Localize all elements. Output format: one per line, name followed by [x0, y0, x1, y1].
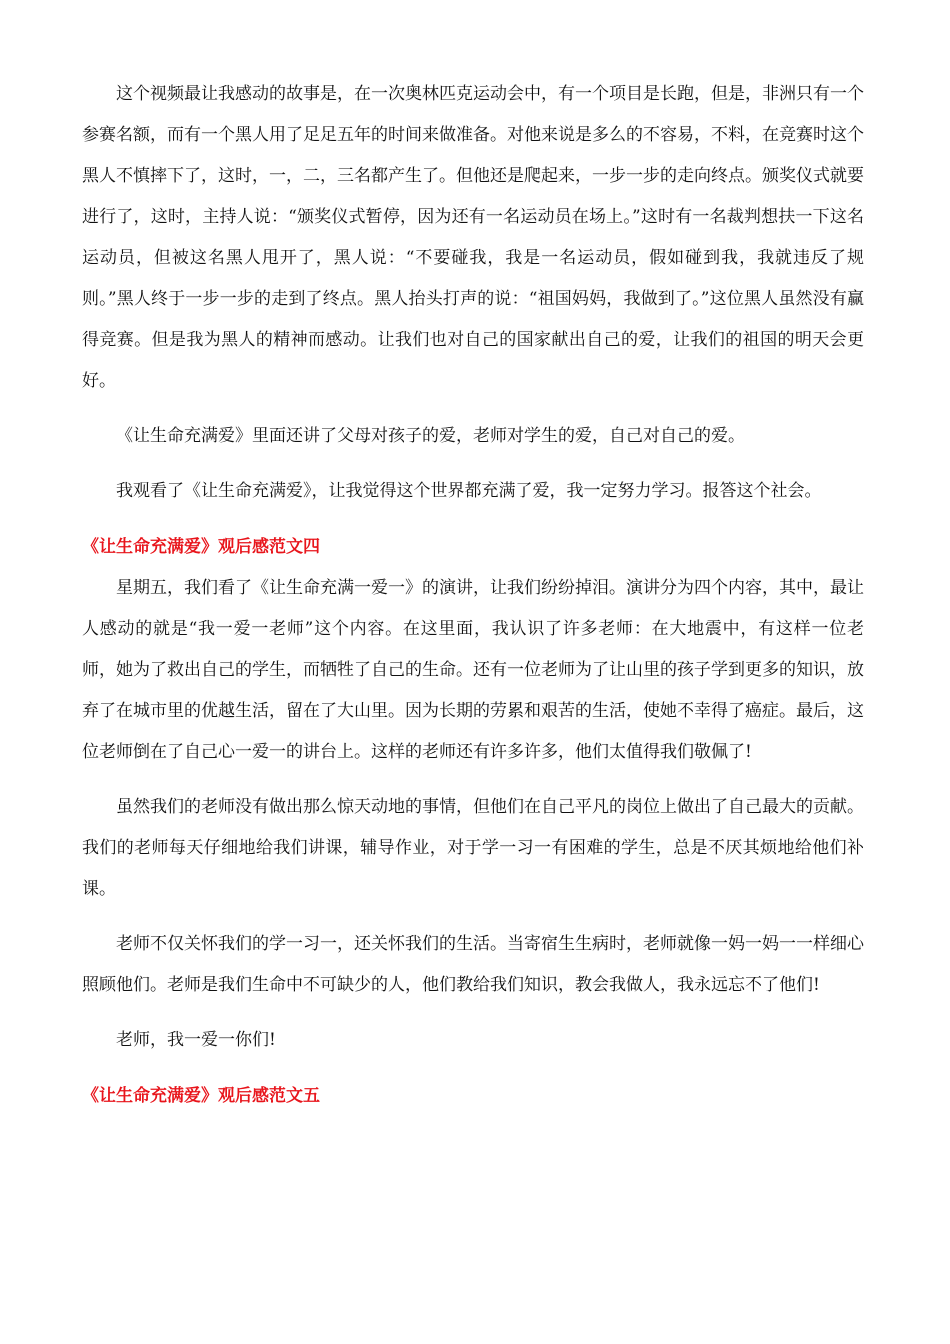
- section-heading-five: 《让生命充满爱》观后感范文五: [82, 1086, 320, 1106]
- document-body: [82, 74, 864, 1117]
- paragraph-conclusion: 我观看了《让生命充满爱》，让我觉得这个世界都充满了爱，我一定努力学习。报答这个社会。: [116, 481, 822, 501]
- section-heading-four: 《让生命充满爱》观后感范文四: [82, 537, 320, 557]
- paragraph-kinds-of-love: 《让生命充满爱》里面还讲了父母对孩子的爱，老师对学生的爱，自己对自己的爱。: [116, 426, 745, 446]
- paragraph-teacher-care: 老师不仅关怀我们的学一习一，还关怀我们的生活。当寄宿生生病时，老师就像一妈一妈一一样细心照顾他们。老师是我们生命中不可缺少的人，他们教给我们知识，教会我做人，我永远忘不了他们!: [82, 934, 864, 995]
- paragraph-teacher-stories: 星期五，我们看了《让生命充满一爱一》的演讲，让我们纷纷掉泪。演讲分为四个内容，其中，最让人感动的就是“我一爱一老师”这个内容。在这里面，我认识了许多老师：在大地震中，有这样一位老师，她为了救出自己的学生，而牺牲了自己的生命。还有一位老师为了让山里的孩子学到更多的知识，放弃了在城市里的优越生活，留在了大山里。因为长期的劳累和艰苦的生活，使她不幸得了癌症。最后，这位老师倒在了自己心一爱一的讲台上。这样的老师还有许多许多，他们太值得我们敬佩了!: [82, 578, 864, 762]
- paragraph-teacher-contribution: 虽然我们的老师没有做出那么惊天动地的事情，但他们在自己平凡的岗位上做出了自己最大的贡献。我们的老师每天仔细地给我们讲课，辅导作业，对于学一习一有困难的学生，总是不厌其烦地给他们补课。: [82, 797, 864, 899]
- paragraph-marathon-story: 这个视频最让我感动的故事是，在一次奥林匹克运动会中，有一个项目是长跑，但是，非洲只有一个参赛名额，而有一个黑人用了足足五年的时间来做准备。对他来说是多么的不容易，不料，在竞赛时这个黑人不慎摔下了，这时，一，二，三名都产生了。但他还是爬起来，一步一步的走向终点。颁奖仪式就要进行了，这时，主持人说：“颁奖仪式暂停，因为还有一名运动员在场上。”这时有一名裁判想扶一下这名运动员，但被这名黑人甩开了，黑人说：“不要碰我，我是一名运动员，假如碰到我，我就违反了规则。”黑人终于一步一步的走到了终点。黑人抬头打声的说：“祖国妈妈，我做到了。”这位黑人虽然没有赢得竞赛。但是我为黑人的精神而感动。让我们也对自己的国家献出自己的爱，让我们的祖国的明天会更好。: [82, 84, 864, 391]
- paragraph-love-teachers: 老师，我一爱一你们!: [116, 1030, 276, 1050]
